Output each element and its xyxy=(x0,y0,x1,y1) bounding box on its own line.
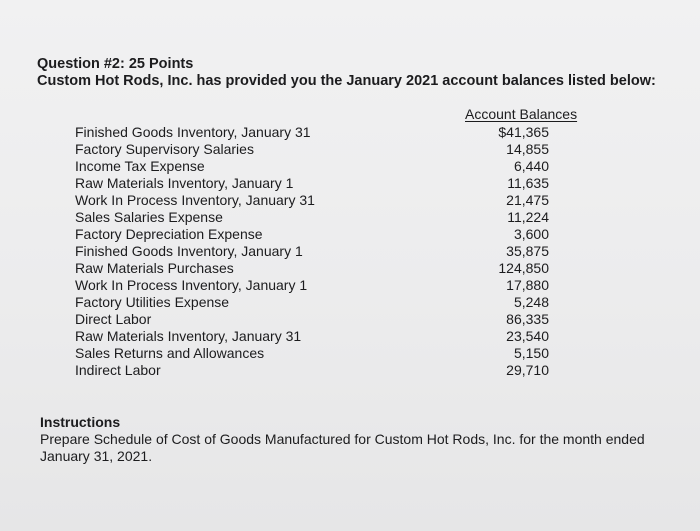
list-item xyxy=(75,175,555,192)
account-amount: 29,710 xyxy=(506,362,549,378)
account-name: Income Tax Expense xyxy=(75,158,205,174)
list-item xyxy=(75,328,555,345)
account-amount: 5,248 xyxy=(513,294,549,310)
instructions-title: Instructions xyxy=(40,414,121,430)
account-name: Work In Process Inventory, January 31 xyxy=(75,192,315,208)
account-name: Factory Depreciation Expense xyxy=(75,226,263,242)
account-amount: 124,850 xyxy=(498,260,549,276)
account-name: Finished Goods Inventory, January 31 xyxy=(75,124,311,140)
list-item xyxy=(75,158,555,175)
question-title: Question #2: 25 Points xyxy=(37,56,194,72)
list-item xyxy=(75,192,555,209)
account-name: Raw Materials Purchases xyxy=(75,260,234,276)
account-balances-header: Account Balances xyxy=(465,106,578,122)
list-item xyxy=(75,124,555,141)
account-amount: 17,880 xyxy=(506,277,549,293)
account-amount: $41,365 xyxy=(498,124,549,140)
account-name: Direct Labor xyxy=(75,311,152,327)
list-item xyxy=(75,209,555,226)
account-amount: 23,540 xyxy=(506,328,549,344)
account-amount: 86,335 xyxy=(506,311,549,327)
account-amount: 5,150 xyxy=(513,345,549,361)
list-item xyxy=(75,243,555,260)
question-subtitle: Custom Hot Rods, Inc. has provided you the January 2021 account balances listed below: xyxy=(37,73,656,89)
account-name: Finished Goods Inventory, January 1 xyxy=(75,243,303,259)
account-amount: 11,635 xyxy=(507,175,549,191)
account-amount: 21,475 xyxy=(506,192,549,208)
instructions-body: Prepare Schedule of Cost of Goods Manufactured for Custom Hot Rods, Inc. for the month ended January 31, 2021. xyxy=(40,431,645,464)
account-name: Factory Supervisory Salaries xyxy=(75,141,254,157)
account-amount: 11,224 xyxy=(507,209,549,225)
account-name: Work In Process Inventory, January 1 xyxy=(75,277,308,293)
account-amount: 14,855 xyxy=(506,141,549,157)
list-item xyxy=(75,260,555,277)
account-amount: 3,600 xyxy=(513,226,549,242)
list-item xyxy=(75,311,555,328)
list-item xyxy=(75,362,555,379)
list-item xyxy=(75,141,555,158)
account-name: Raw Materials Inventory, January 1 xyxy=(75,175,294,191)
account-name: Factory Utilities Expense xyxy=(75,294,230,310)
account-name: Raw Materials Inventory, January 31 xyxy=(75,328,302,344)
list-item xyxy=(75,345,555,362)
list-item xyxy=(75,226,555,243)
account-name: Indirect Labor xyxy=(75,362,161,378)
account-amount: 35,875 xyxy=(506,243,549,259)
account-name: Sales Salaries Expense xyxy=(75,209,223,225)
account-amount: 6,440 xyxy=(513,158,549,174)
list-item xyxy=(75,277,555,294)
list-item xyxy=(75,294,555,311)
account-balances-list xyxy=(75,124,555,379)
account-name: Sales Returns and Allowances xyxy=(75,345,265,361)
